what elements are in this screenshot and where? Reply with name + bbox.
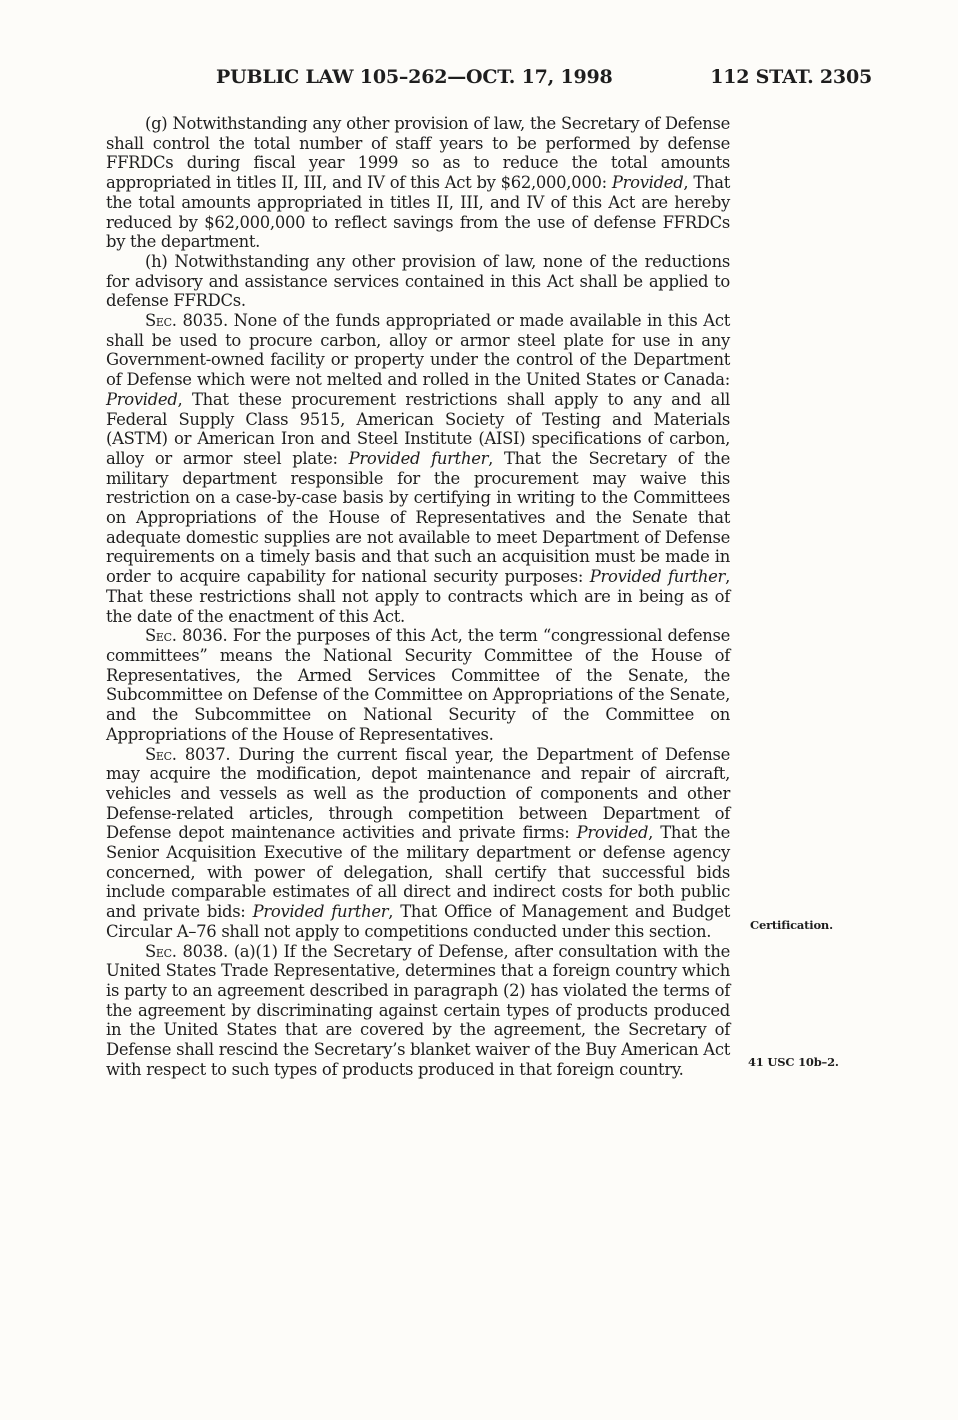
paragraph-h: (h) Notwithstanding any other provision of law, none of the reductions for advisory and assistance services contained in this Act shall be applied to defense FFRDCs.: [106, 251, 730, 311]
section-8038: Sec. 8038. (a)(1) If the Secretary of Defense, after consultation with the United States Trade Representative, determines that a foreign country which is party to an agreement described in paragraph (2) has violated the terms of the agreement by discriminating against certain types of products produced in the United States that are covered by the agreement, the Secretary of Defense shall rescind the Secretary’s blanket waiver of the Buy American Act with respect to such types of products produced in that foreign country.: [106, 941, 731, 1079]
law-title: PUBLIC LAW 105–262—OCT. 17, 1998: [216, 66, 613, 88]
section-8036: Sec. 8036. For the purposes of this Act, the term “congressional defense committees” means the National Security Committee of the House of Representatives, the Armed Services Committee of the Senate, the Subcommittee on Defense of the Committee on Appropriations of the Senate, and the Subcommittee on National Security of the Committee on Appropriations of the House of Representatives.: [106, 626, 730, 744]
proviso: Provided: [106, 389, 178, 409]
section-label: Sec. 8037.: [145, 744, 231, 764]
proviso: Provided further: [252, 902, 389, 922]
paragraph-g: (g) Notwithstanding any other provision of law, the Secretary of Defense shall control the total number of staff years to be performed by defense FFRDCs during fiscal year 1999 so as to reduce the total amounts appropriated in titles II, III, and IV of this Act by $62,000,000: Provided, That the total amounts appropriated in titles II, III, and IV of this Act are hereby reduced by $62,000,000 to reflect savings from the use of defense FFRDCs by the department.: [106, 114, 730, 252]
proviso: Provided further: [348, 448, 489, 468]
section-8037: Sec. 8037. During the current fiscal year, the Department of Defense may acquire the modification, depot maintenance and repair of aircraft, vehicles and vessels as well as the production of components and other Defense-related articles, through competition between Department of Defense depot maintenance activities and private firms: Provided, That the Senior Acquisition Executive of the military department or defense agency concerned, with power of delegation, shall certify that successful bids include comparable estimates of all direct and indirect costs for both public and private bids: Provided further, That Office of Management and Budget Circular A–76 shall not apply to competitions conducted under this section.: [106, 744, 730, 941]
section-label: Sec. 8036.: [145, 626, 228, 646]
proviso: Provided: [576, 823, 649, 843]
margin-note-usc-citation: 41 USC 10b–2.: [748, 1055, 839, 1069]
section-8035: Sec. 8035. None of the funds appropriated or made available in this Act shall be used to procure carbon, alloy or armor steel plate for use in any Government-owned facility or property under the control of the Department of Defense which were not melted and rolled in the United States or Canada: Provided, That these procurement restrictions shall apply to any and all Federal Supply Class 9515, American Society of Testing and Materials (ASTM) or American Iron and Steel Institute (AISI) specifications of carbon, alloy or armor steel plate: Provided further, That the Secretary of the military department responsible for the procurement may waive this restriction on a case-by-case basis by certifying in writing to the Committees on Appropriations of the House of Representatives and the Senate that adequate domestic supplies are not available to meet Department of Defense requirements on a timely basis and that such an acquisition must be made in order to acquire capability for national security purposes: Provided further, That these restrictions shall not apply to contracts which are in being as of the date of the enactment of this Act.: [106, 311, 731, 626]
document-body: [106, 114, 730, 1079]
section-label: Sec. 8035.: [145, 311, 228, 331]
proviso: Provided: [611, 173, 684, 193]
section-label: Sec. 8038.: [145, 941, 228, 961]
stat-page-number: 112 STAT. 2305: [710, 66, 872, 88]
proviso: Provided further: [589, 567, 726, 587]
margin-note-certification: Certification.: [750, 918, 833, 932]
running-header: [0, 66, 958, 90]
